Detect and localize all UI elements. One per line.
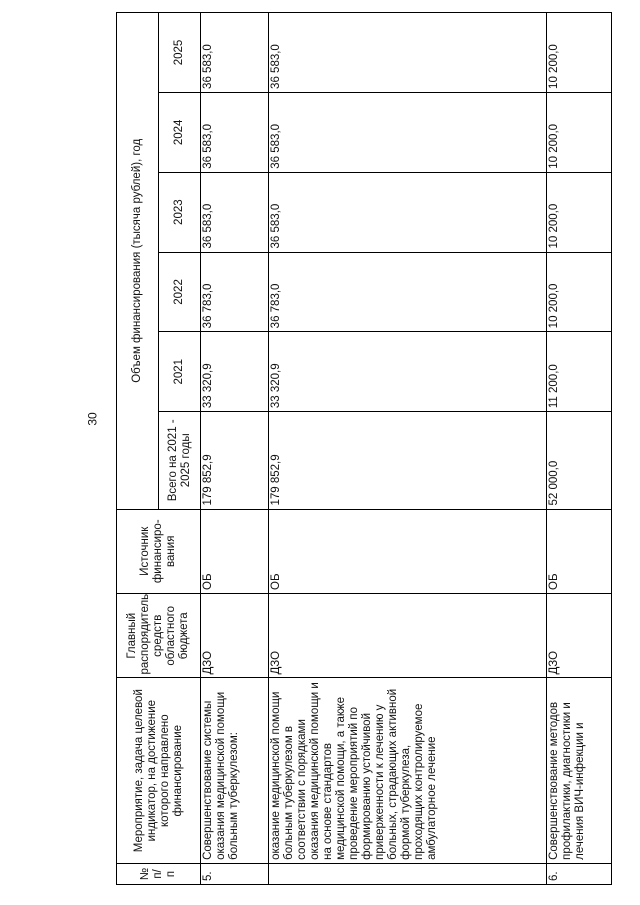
header-year: 2023 <box>159 172 201 252</box>
row-measure: Совершенствование системы оказания медицинской помощи больным туберкулезом: <box>201 678 269 863</box>
row-value: 36 583,0 <box>269 172 547 252</box>
header-num: № п/п <box>117 863 201 884</box>
row-value: 10 200,0 <box>547 92 612 172</box>
row-total: 52 000,0 <box>547 412 612 509</box>
header-year: 2025 <box>159 13 201 93</box>
row-value: 36 783,0 <box>201 252 269 332</box>
table-row <box>201 13 269 885</box>
row-manager: ДЗО <box>269 594 547 678</box>
header-year: 2021 <box>159 332 201 412</box>
page-number: 30 <box>85 412 100 426</box>
header-year: 2024 <box>159 92 201 172</box>
funding-table <box>116 12 612 885</box>
row-value: 10 200,0 <box>547 252 612 332</box>
row-value: 36 583,0 <box>201 92 269 172</box>
row-source: ОБ <box>201 509 269 593</box>
row-num: 6. <box>547 863 612 884</box>
row-total: 179 852,9 <box>269 412 547 509</box>
rotated-table-wrapper <box>116 12 611 885</box>
header-year: 2022 <box>159 252 201 332</box>
row-num <box>269 863 547 884</box>
row-value: 36 583,0 <box>201 13 269 93</box>
header-funding-group: Объем финансирования (тысяча рублей), год <box>117 13 159 510</box>
row-value: 36 583,0 <box>269 13 547 93</box>
header-total: Всего на 2021 - 2025 годы <box>159 412 201 509</box>
row-source: ОБ <box>547 509 612 593</box>
row-value: 36 783,0 <box>269 252 547 332</box>
row-value: 10 200,0 <box>547 13 612 93</box>
header-measure: Мероприятие, задача целевой индикатор, на достижение которого направлено финансирование <box>117 678 201 863</box>
row-value: 33 320,9 <box>269 332 547 412</box>
header-source: Источник финансиро-вания <box>117 509 201 593</box>
row-manager: ДЗО <box>201 594 269 678</box>
row-value: 33 320,9 <box>201 332 269 412</box>
row-value: 11 200,0 <box>547 332 612 412</box>
row-total: 179 852,9 <box>201 412 269 509</box>
row-value: 36 583,0 <box>269 92 547 172</box>
table-row <box>547 13 612 885</box>
row-num: 5. <box>201 863 269 884</box>
row-value: 10 200,0 <box>547 172 612 252</box>
table-row <box>269 13 547 885</box>
row-measure: оказание медицинской помощи больным туберкулезом в соответствии с порядками оказания медицинской помощи и на основе стандартов медицинской помощи, а также проведение мероприятий по формированию устойчивой приверженности к лечению у больных, страдающих активной формой туберкулеза, проходящих контролируемое амбулаторное лечение <box>269 678 547 863</box>
row-manager: ДЗО <box>547 594 612 678</box>
header-manager: Главный распорядитель средств областного бюджета <box>117 594 201 678</box>
row-value: 36 583,0 <box>201 172 269 252</box>
row-measure: Совершенствование методов профилактики, диагностики и лечения ВИЧ-инфекции и <box>547 678 612 863</box>
row-source: ОБ <box>269 509 547 593</box>
